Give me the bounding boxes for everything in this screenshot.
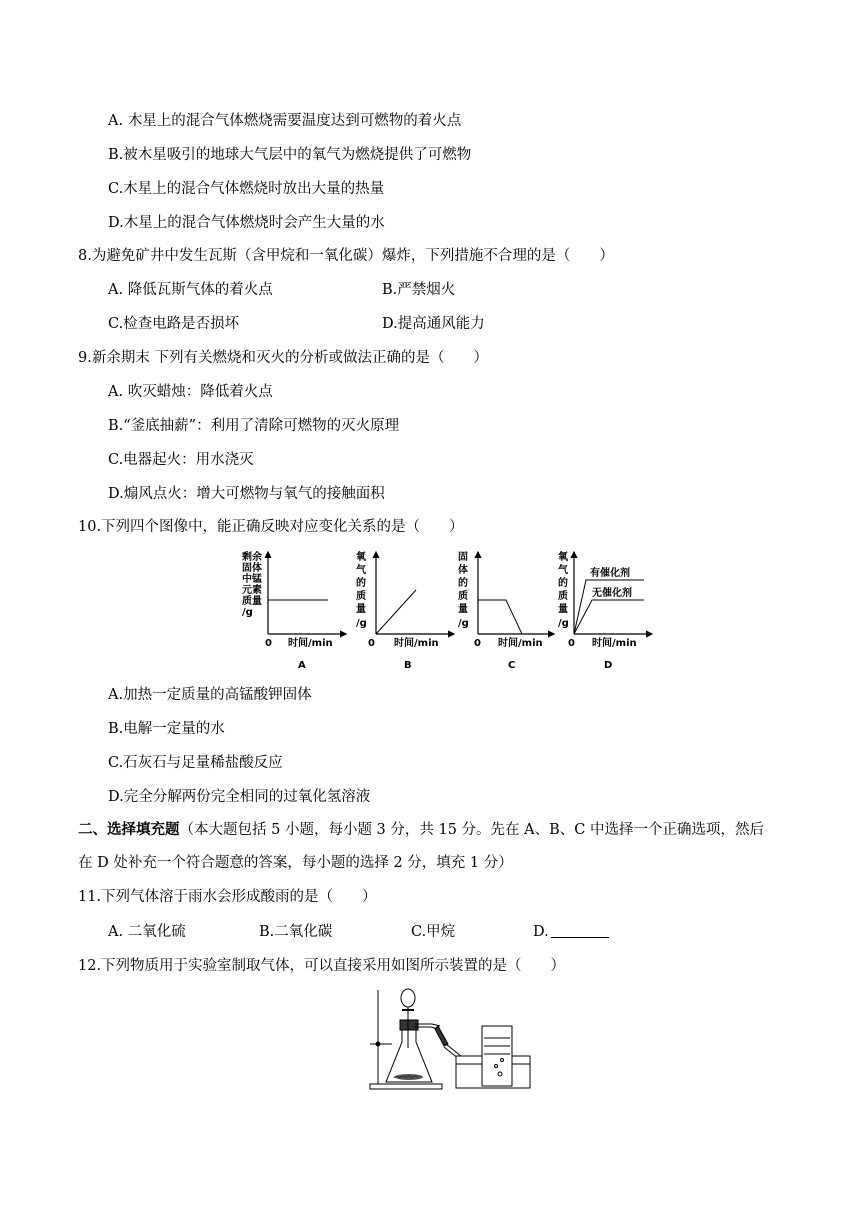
svg-text:固体: 固体 xyxy=(242,563,262,574)
svg-text:质: 质 xyxy=(356,591,366,602)
graph-b xyxy=(356,550,454,671)
q11-answer-blank xyxy=(551,923,609,938)
graph-d-label-no-catalyst: 无催化剂 xyxy=(592,588,632,599)
svg-text:氧: 氧 xyxy=(558,552,568,563)
q9-option-b: B.“釜底抽薪”：利用了清除可燃物的灭火原理 xyxy=(108,418,400,434)
svg-text:的: 的 xyxy=(458,578,468,589)
q8-option-b: B.严禁烟火 xyxy=(382,282,456,298)
svg-text:量: 量 xyxy=(356,604,366,615)
q11-option-d: D. xyxy=(533,922,609,942)
svg-text:0: 0 xyxy=(474,638,481,649)
q9-option-a: A. 吹灭蜡烛：降低着火点 xyxy=(108,384,273,400)
section2-desc-2: 在 D 处补充一个符合题意的答案，每小题的选择 2 分，填充 1 分） xyxy=(78,855,513,871)
svg-text:质量: 质量 xyxy=(242,596,262,607)
svg-text:质: 质 xyxy=(558,591,568,602)
graph-c-curve xyxy=(478,600,522,634)
svg-text:中锰: 中锰 xyxy=(242,574,262,585)
q10-option-a: A.加热一定质量的高锰酸钾固体 xyxy=(108,687,312,703)
svg-text:固: 固 xyxy=(458,552,468,563)
svg-text:的: 的 xyxy=(558,578,568,589)
section2-heading xyxy=(78,820,764,840)
graph-d-curve-no-catalyst xyxy=(574,600,644,634)
svg-text:时间/min: 时间/min xyxy=(498,638,543,649)
q11-option-a: A. 二氧化硫 xyxy=(108,924,186,940)
svg-text:气: 气 xyxy=(356,565,366,576)
graph-c-letter: C xyxy=(508,660,516,671)
svg-text:时间/min: 时间/min xyxy=(288,638,333,649)
section2-desc-1: （本大题包括 5 小题，每小题 3 分，共 15 分。先在 A、B、C 中选择一个正确选项，然后 xyxy=(179,822,764,838)
graph-a xyxy=(242,550,346,671)
q9-stem: 9.新余期末 下列有关燃烧和灭火的分析或做法正确的是（ ） xyxy=(78,350,488,366)
svg-text:时间/min: 时间/min xyxy=(394,638,439,649)
svg-text:体: 体 xyxy=(458,565,468,576)
q9-option-d: D.煽风点火：增大可燃物与氧气的接触面积 xyxy=(108,486,385,502)
q11-option-c: C.甲烷 xyxy=(411,924,456,940)
q8-option-c: C.检查电路是否损坏 xyxy=(108,316,240,332)
svg-text:时间/min: 时间/min xyxy=(592,638,637,649)
svg-text:/g: /g xyxy=(458,618,469,629)
graph-b-curve xyxy=(376,590,416,634)
q8-stem: 8.为避免矿井中发生瓦斯（含甲烷和一氧化碳）爆炸，下列措施不合理的是（ ） xyxy=(78,248,614,264)
q12-stem: 12.下列物质用于实验室制取气体，可以直接采用如图所示装置的是（ ） xyxy=(78,958,566,974)
q9-option-c: C.电器起火：用水浇灭 xyxy=(108,452,254,468)
q11-option-b: B.二氧化碳 xyxy=(259,924,333,940)
graph-a-ylabel: 剩余 xyxy=(242,552,262,563)
svg-text:0: 0 xyxy=(368,638,375,649)
q10-option-b: B.电解一定量的水 xyxy=(108,721,225,737)
svg-text:的: 的 xyxy=(356,578,366,589)
svg-text:质: 质 xyxy=(458,591,468,602)
q8-option-a: A. 降低瓦斯气体的着火点 xyxy=(108,282,273,298)
q11-stem: 11.下列气体溶于雨水会形成酸雨的是（ ） xyxy=(78,889,377,905)
q7-option-b: B.被木星吸引的地球大气层中的氧气为燃烧提供了可燃物 xyxy=(108,147,472,163)
svg-text:0: 0 xyxy=(265,638,272,649)
graph-a-letter: A xyxy=(298,660,306,671)
svg-text:量: 量 xyxy=(458,604,468,615)
q10-graphs-figure xyxy=(236,548,656,674)
svg-text:/g: /g xyxy=(242,607,253,618)
graph-c xyxy=(458,550,554,671)
svg-text:/g: /g xyxy=(558,618,569,629)
q10-option-c: C.石灰石与足量稀盐酸反应 xyxy=(108,755,283,771)
svg-text:0: 0 xyxy=(568,638,575,649)
q7-option-a: A. 木星上的混合气体燃烧需要温度达到可燃物的着火点 xyxy=(108,113,462,129)
graph-b-letter: B xyxy=(404,660,412,671)
q12-apparatus-figure xyxy=(364,986,534,1092)
q7-option-d: D.木星上的混合气体燃烧时会产生大量的水 xyxy=(108,215,385,231)
q10-option-d: D.完全分解两份完全相同的过氧化氢溶液 xyxy=(108,789,371,805)
graph-d-letter: D xyxy=(604,660,613,671)
svg-text:/g: /g xyxy=(356,618,367,629)
svg-text:氧: 氧 xyxy=(356,552,366,563)
svg-text:元素: 元素 xyxy=(242,585,262,596)
graph-d xyxy=(558,550,652,671)
svg-text:量: 量 xyxy=(558,604,568,615)
section2-title: 二、选择填充题 xyxy=(78,821,180,838)
q7-option-c: C.木星上的混合气体燃烧时放出大量的热量 xyxy=(108,181,385,197)
svg-text:气: 气 xyxy=(558,565,568,576)
graph-d-label-catalyst: 有催化剂 xyxy=(590,568,630,579)
q10-stem: 10.下列四个图像中，能正确反映对应变化关系的是（ ） xyxy=(78,519,464,535)
q8-option-d: D.提高通风能力 xyxy=(382,316,485,332)
